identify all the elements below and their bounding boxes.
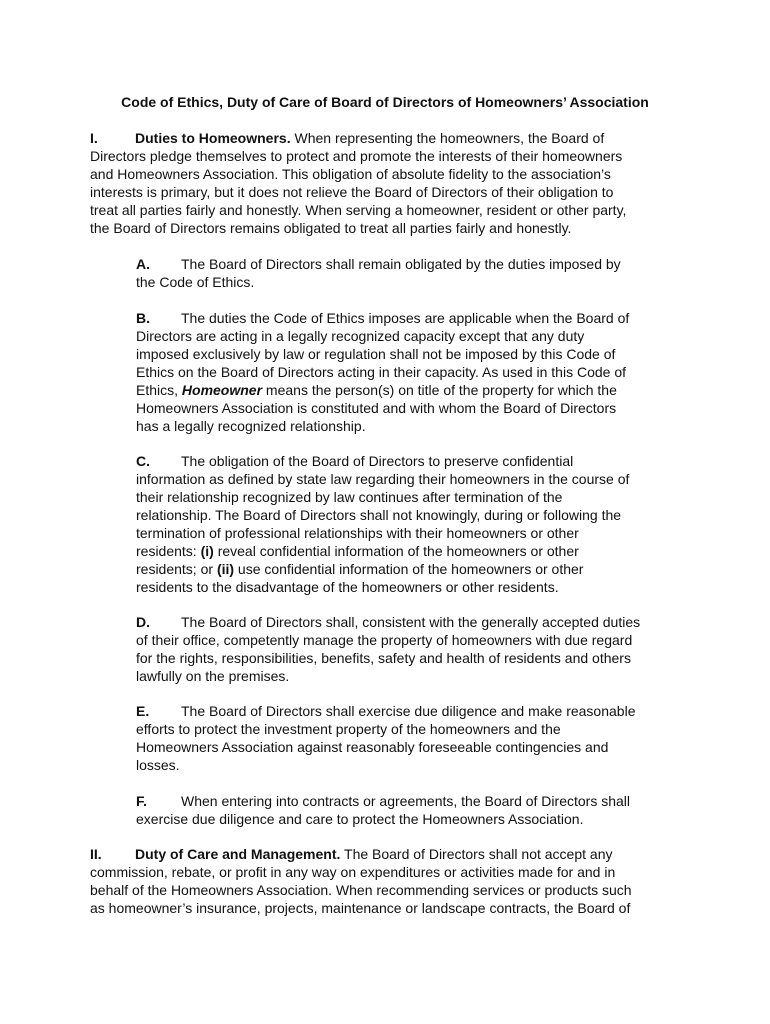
subsection-text: the Code of Ethics. [136,274,255,290]
subsection-text: When entering into contracts or agreements, the Board of Directors shall [181,793,630,809]
subsection-text: lawfully on the premises. [136,668,290,684]
subsection-letter: A. [136,256,150,272]
subsection-c [136,452,676,596]
subsection-text: means the person(s) on title of the property for which the [262,382,617,398]
subsection-first-line [136,452,676,470]
subsection-text: residents: [136,543,201,559]
subsection-letter: C. [136,453,150,469]
section-text: interests is primary, but it does not relieve the Board of Directors of their obligation to [90,184,614,200]
list-marker-i: (i) [200,543,214,559]
subsection-d [136,613,676,685]
document-title: Code of Ethics, Duty of Care of Board of Directors of Homeowners’ Association [121,94,649,110]
section-text: the Board of Directors remains obligated to treat all parties fairly and honestly. [90,220,572,236]
defined-term-homeowner: Homeowner [181,382,263,398]
section-heading: Duties to Homeowners. [135,130,291,146]
subsection-f [136,792,676,828]
subsection-text: residents; or [136,561,217,577]
subsection-text: Ethics, [136,382,182,398]
section-text: and Homeowners Association. This obligation of absolute fidelity to the association’s [90,166,611,182]
subsection-text: residents to the disadvantage of the homeowners or other residents. [136,579,559,595]
subsection-text: The Board of Directors shall, consistent with the generally accepted duties [181,614,641,630]
subsection-text: of their office, competently manage the property of homeowners with due regard [136,632,633,648]
subsection-first-line [136,255,676,273]
section-number: II. [90,846,102,862]
subsection-text: Homeowners Association is constituted and with whom the Board of Directors [136,400,617,416]
subsection-text: for the rights, responsibilities, benefits, safety and health of residents and others [136,650,631,666]
section-first-line [90,845,680,863]
section-text: Directors pledge themselves to protect and promote the interests of their homeowners [90,148,623,164]
subsection-text: The obligation of the Board of Directors to preserve confidential [181,453,574,469]
subsection-a [136,255,676,291]
section-duty-of-care [90,845,680,917]
section-text: treat all parties fairly and honestly. When serving a homeowner, resident or other party, [90,202,627,218]
subsection-text: Directors are acting in a legally recognized capacity except that any duty [136,328,585,344]
section-text: commission, rebate, or profit in any way on expenditures or activities made for and in [90,864,616,880]
subsection-text: The duties the Code of Ethics imposes are applicable when the Board of [181,310,630,326]
subsection-line-with-marker [136,542,676,560]
subsection-text: Ethics on the Board of Directors acting in their capacity. As used in this Code of [136,364,626,380]
section-text: The Board of Directors shall not accept any [340,846,613,862]
subsection-text: imposed exclusively by law or regulation shall not be imposed by this Code of [136,346,616,362]
subsection-letter: E. [136,703,150,719]
subsection-text: use confidential information of the homeowners or other [234,561,584,577]
subsection-text: relationship. The Board of Directors shall not knowingly, during or following the [136,507,622,523]
subsection-text: has a legally recognized relationship. [136,418,366,434]
subsection-text: exercise due diligence and care to protect the Homeowners Association. [136,811,584,827]
section-text: as homeowner’s insurance, projects, maintenance or landscape contracts, the Board of [90,900,631,916]
subsection-first-line [136,613,676,631]
subsection-b [136,309,676,435]
subsection-text: The Board of Directors shall exercise due diligence and make reasonable [181,703,636,719]
subsection-text: Homeowners Association against reasonably foreseeable contingencies and [136,739,609,755]
subsection-line-with-term [136,381,676,399]
subsection-text: efforts to protect the investment property of the homeowners and the [136,721,561,737]
subsection-e [136,702,676,774]
subsection-text: their relationship recognized by law continues after termination of the [136,489,563,505]
subsection-text: losses. [136,757,180,773]
subsection-letter: D. [136,614,150,630]
list-marker-ii: (ii) [216,561,235,577]
subsection-line-with-marker [136,560,676,578]
section-number: I. [90,130,98,146]
subsection-text: The Board of Directors shall remain obligated by the duties imposed by [181,256,621,272]
subsection-first-line [136,702,676,720]
subsection-letter: B. [136,310,150,326]
subsection-letter: F. [136,793,147,809]
subsection-text: termination of professional relationships with their homeowners or other [136,525,579,541]
section-heading: Duty of Care and Management. [135,846,341,862]
section-text: When representing the homeowners, the Board of [290,130,605,146]
section-duties-to-homeowners [90,129,680,237]
subsection-first-line [136,309,676,327]
section-text: behalf of the Homeowners Association. When recommending services or products such [90,882,632,898]
subsection-text: reveal confidential information of the homeowners or other [213,543,579,559]
subsection-first-line [136,792,676,810]
subsection-text: information as defined by state law regarding their homeowners in the course of [136,471,630,487]
section-first-line [90,129,680,147]
